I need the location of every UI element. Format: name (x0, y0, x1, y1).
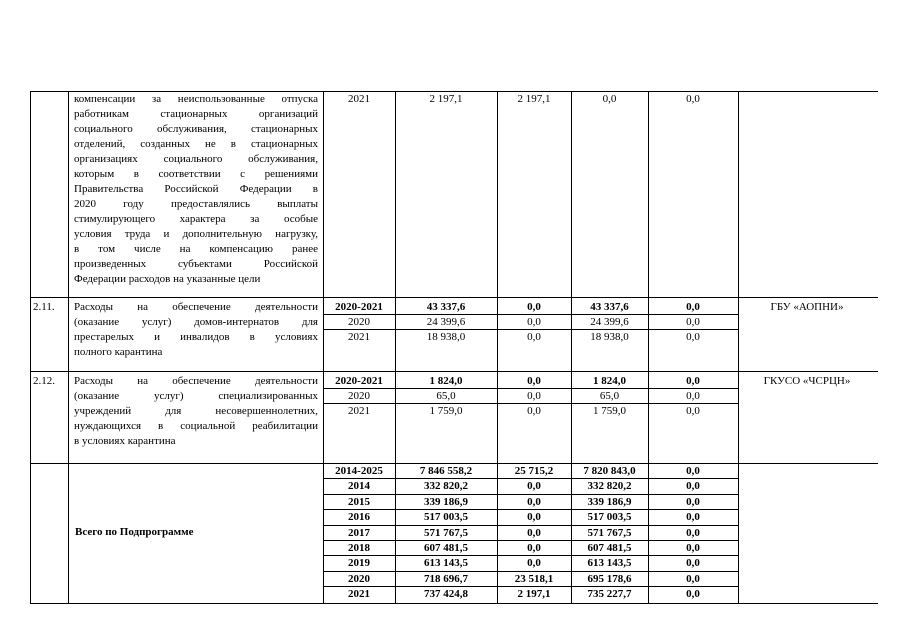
cell-year: 2014 (348, 480, 370, 493)
cell-regional: 0,0 (602, 93, 617, 105)
cell-other: 0,0 (686, 93, 700, 105)
cell-regional: 613 143,5 (587, 557, 632, 570)
description-line: компенсации за неиспользованные отпуска (74, 93, 318, 105)
cell-regional: 65,0 (599, 390, 620, 402)
cell-regional: 43 337,6 (590, 301, 629, 313)
column-rule-total (497, 91, 498, 604)
cell-year: 2020 (348, 316, 370, 328)
row-rule (323, 571, 739, 572)
cell-total: 607 481,5 (424, 542, 468, 554)
cell-total: 2 197,1 (429, 93, 463, 105)
column-rule-year (395, 91, 396, 604)
row-rule (323, 403, 739, 404)
cell-total: 43 337,6 (426, 301, 466, 313)
section-2-11-description (74, 300, 318, 360)
description-line: социального обслуживания, стационарных (74, 123, 318, 135)
cell-year: 2020 (348, 572, 370, 585)
section-2-12-executor: ГКУСО «ЧСРЦН» (763, 375, 851, 387)
cell-other: 0,0 (686, 331, 700, 343)
section-2-12-description (74, 374, 318, 449)
cell-regional: 1 759,0 (593, 405, 626, 417)
description-line: которым в соответствии с решениями (74, 168, 318, 180)
cell-regional: 571 767,5 (587, 526, 632, 539)
row-rule (323, 494, 739, 495)
cell-other: 0,0 (686, 375, 700, 387)
cell-other: 0,0 (686, 557, 700, 570)
cell-year: 2020-2021 (335, 375, 383, 387)
cell-federal: 0,0 (527, 542, 541, 554)
totals-label: Всего по Подпрограмме (75, 526, 194, 538)
table-left-border (30, 91, 31, 604)
cell-other: 0,0 (686, 301, 700, 313)
description-line: отделений, созданных не в стационарных (74, 138, 318, 150)
description-line: Правительства Российской Федерации в (74, 183, 318, 195)
section-2-11-executor: ГБУ «АОПНИ» (770, 301, 844, 313)
cell-regional: 18 938,0 (590, 331, 629, 343)
cell-year: 2019 (348, 557, 370, 570)
row-rule (323, 388, 739, 389)
cell-federal: 0,0 (527, 526, 541, 539)
cell-total: 613 143,5 (424, 557, 468, 570)
cell-total: 24 399,6 (426, 316, 466, 328)
cell-total: 332 820,2 (424, 480, 468, 493)
description-line: организациях социального обслуживания, (74, 153, 318, 165)
cell-total: 7 846 558,2 (419, 465, 473, 477)
row-rule (323, 478, 739, 479)
description-line: Расходы на обеспечение деятельности (74, 301, 318, 313)
table-bottom-rule (30, 603, 878, 604)
cell-total: 737 424,8 (424, 588, 468, 601)
column-rule-description (323, 91, 324, 604)
cell-federal: 0,0 (527, 301, 541, 313)
cell-year: 2014-2025 (335, 465, 383, 477)
description-line: в том числе на компенсацию ранее (74, 243, 318, 255)
description-line: Федерации расходов на указанные цели (74, 273, 261, 285)
cell-year: 2017 (348, 526, 370, 539)
cell-other: 0,0 (686, 405, 700, 417)
cell-other: 0,0 (686, 316, 700, 328)
description-line: (оказание услуг) специализированных (74, 390, 318, 402)
cell-total: 571 767,5 (424, 526, 468, 539)
description-line: 2020 году предоставлялись выплаты (74, 198, 318, 210)
cell-federal: 25 715,2 (514, 465, 554, 477)
cell-total: 65,0 (436, 390, 456, 402)
cell-federal: 23 518,1 (514, 572, 554, 585)
cell-year: 2020 (348, 390, 370, 402)
description-line: в условиях карантина (74, 435, 176, 447)
section-2-11-top-rule (30, 297, 878, 298)
cell-year: 2021 (348, 405, 370, 417)
section-prev-description (74, 92, 318, 287)
description-line: учреждений для несовершеннолетних, (74, 405, 318, 417)
row-rule (323, 525, 739, 526)
description-line: работникам стационарных организаций (74, 108, 318, 120)
cell-other: 0,0 (686, 390, 700, 402)
cell-federal: 0,0 (527, 511, 541, 524)
cell-other: 0,0 (686, 588, 700, 601)
row-rule (323, 586, 739, 587)
cell-total: 1 824,0 (429, 375, 463, 387)
cell-regional: 1 824,0 (593, 375, 626, 387)
cell-federal: 0,0 (527, 480, 541, 493)
cell-federal: 0,0 (527, 495, 541, 508)
cell-regional: 517 003,5 (587, 511, 632, 524)
cell-year: 2016 (348, 511, 370, 524)
cell-regional: 332 820,2 (587, 480, 632, 493)
cell-total: 18 938,0 (426, 331, 466, 343)
cell-other: 0,0 (686, 480, 700, 493)
row-rule (323, 314, 739, 315)
column-rule-regional (648, 91, 649, 604)
cell-other: 0,0 (686, 511, 700, 524)
description-line: стимулирующего характера за особые (74, 213, 318, 225)
cell-federal: 0,0 (527, 375, 541, 387)
cell-federal: 0,0 (527, 316, 541, 328)
cell-other: 0,0 (686, 495, 700, 508)
cell-total: 517 003,5 (424, 511, 468, 524)
row-rule (323, 555, 739, 556)
cell-year: 2021 (348, 331, 370, 343)
cell-federal: 0,0 (527, 390, 541, 402)
description-line: полного карантина (74, 346, 163, 358)
cell-federal: 0,0 (527, 331, 541, 343)
description-line: (оказание услуг) домов-интернатов для (74, 316, 318, 328)
cell-total: 1 759,0 (429, 405, 463, 417)
cell-regional: 695 178,6 (587, 572, 632, 585)
description-line: престарелых и инвалидов в условиях (74, 331, 318, 343)
cell-federal: 2 197,1 (517, 588, 551, 601)
cell-total: 339 186,9 (424, 495, 468, 508)
row-rule (323, 540, 739, 541)
section-2-11-number: 2.11. (33, 301, 55, 313)
cell-year: 2015 (348, 495, 370, 508)
cell-year: 2021 (348, 588, 370, 601)
section-2-12-number: 2.12. (33, 375, 55, 387)
row-rule (323, 509, 739, 510)
section-2-12-top-rule (30, 371, 878, 372)
description-line: нуждающихся в социальной реабилитации (74, 420, 318, 432)
cell-year: 2018 (348, 542, 370, 554)
cell-regional: 24 399,6 (590, 316, 629, 328)
cell-other: 0,0 (686, 526, 700, 539)
cell-regional: 339 186,9 (587, 495, 632, 508)
cell-other: 0,0 (686, 465, 700, 477)
description-line: Расходы на обеспечение деятельности (74, 375, 318, 387)
cell-regional: 607 481,5 (587, 542, 632, 554)
column-rule-number (68, 91, 69, 604)
cell-year: 2020-2021 (335, 301, 383, 313)
cell-federal: 2 197,1 (517, 93, 551, 105)
row-rule (323, 329, 739, 330)
cell-federal: 0,0 (527, 405, 541, 417)
description-line: условия труда и дополнительную нагрузку, (74, 228, 318, 240)
description-line: произведенных субъектами Российской (74, 258, 318, 270)
cell-regional: 735 227,7 (587, 588, 632, 601)
cell-regional: 7 820 843,0 (583, 465, 636, 477)
column-rule-federal (571, 91, 572, 604)
cell-total: 718 696,7 (424, 572, 468, 585)
cell-year: 2021 (348, 93, 370, 105)
column-rule-other (738, 91, 739, 604)
cell-other: 0,0 (686, 572, 700, 585)
cell-federal: 0,0 (527, 557, 541, 570)
cell-other: 0,0 (686, 542, 700, 554)
